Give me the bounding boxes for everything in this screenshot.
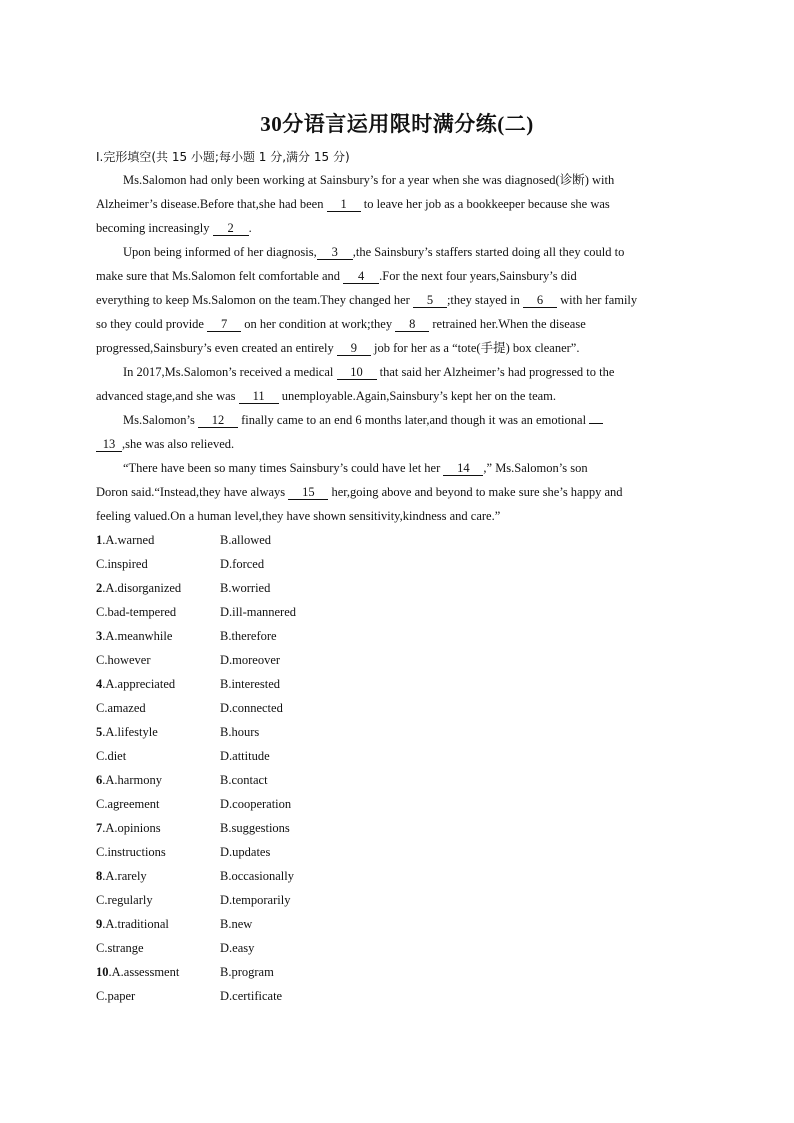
blank-14: 14 [443, 461, 483, 476]
option-text: .A.appreciated [102, 677, 176, 691]
passage-text: make sure that Ms.Salomon felt comfortable and [96, 269, 344, 283]
option-d: D.ill-mannered [220, 605, 297, 619]
passage-line [96, 432, 696, 456]
option-c: C.bad-tempered [96, 605, 177, 619]
passage-line [96, 192, 696, 216]
cloze-passage [96, 168, 696, 528]
option-a [96, 960, 179, 984]
passage-text: Alzheimer’s disease.Before that,she had been [96, 197, 327, 211]
option-row [96, 984, 496, 1008]
passage-text: everything to keep Ms.Salomon on the team.They changed her [96, 293, 413, 307]
option-a [96, 576, 181, 600]
blank-3: 3 [317, 245, 353, 260]
option-a [96, 864, 147, 888]
option-c: C.amazed [96, 701, 146, 715]
page-title: 30分语言运用限时满分练(二) [260, 112, 534, 136]
option-a [96, 912, 169, 936]
option-row [96, 840, 496, 864]
option-c: C.paper [96, 989, 136, 1003]
passage-text: to leave her job as a bookkeeper because she was [360, 197, 610, 211]
option-b: B.program [220, 965, 274, 979]
passage-text: ,the Sainsbury’s staffers started doing all they could to [352, 245, 625, 259]
option-row [96, 624, 496, 648]
option-d: D.easy [220, 941, 255, 955]
question-number: 8 [96, 869, 103, 883]
option-row [96, 936, 496, 960]
blank-13-lead [589, 423, 603, 424]
passage-text: feeling valued.On a human level,they have shown sensitivity,kindness and care.” [96, 509, 501, 523]
option-row [96, 864, 496, 888]
question-number: 4 [96, 677, 103, 691]
option-text: .A.warned [102, 533, 155, 547]
option-row [96, 768, 496, 792]
question-number: 2 [96, 581, 103, 595]
passage-text: her,going above and beyond to make sure she’s happy and [328, 485, 623, 499]
option-row [96, 792, 496, 816]
passage-line [96, 312, 696, 336]
passage-line [96, 336, 696, 360]
blank-1: 1 [327, 197, 361, 212]
passage-line [96, 504, 696, 528]
option-a [96, 624, 172, 648]
question-number: 1 [96, 533, 103, 547]
passage-text: progressed,Sainsbury’s even created an entirely [96, 341, 337, 355]
passage-line [96, 360, 696, 384]
question-number: 7 [96, 821, 103, 835]
option-row [96, 888, 496, 912]
passage-text: with her family [556, 293, 638, 307]
passage-line [96, 288, 696, 312]
passage-text: advanced stage,and she was [96, 389, 239, 403]
blank-12: 12 [198, 413, 238, 428]
option-row [96, 552, 496, 576]
answer-options [96, 528, 496, 1008]
passage-text: so they could provide [96, 317, 208, 331]
option-b: B.interested [220, 677, 281, 691]
passage-text: finally came to an end 6 months later,and though it was an emotional [238, 413, 590, 427]
blank-4: 4 [343, 269, 379, 284]
question-number: 3 [96, 629, 103, 643]
option-row [96, 600, 496, 624]
option-c: C.regularly [96, 893, 153, 907]
option-c: C.however [96, 653, 151, 667]
passage-text: “There have been so many times Sainsbury’s could have let her [123, 461, 444, 475]
passage-line [96, 240, 696, 264]
option-b: B.new [220, 917, 253, 931]
option-d: D.attitude [220, 749, 270, 763]
option-d: D.temporarily [220, 893, 291, 907]
blank-15: 15 [288, 485, 328, 500]
option-d: D.certificate [220, 989, 283, 1003]
option-text: .A.lifestyle [102, 725, 158, 739]
passage-text: ,she was also relieved. [122, 437, 235, 451]
blank-10: 10 [337, 365, 377, 380]
passage-text: ;they stayed in [446, 293, 523, 307]
option-b: B.contact [220, 773, 268, 787]
option-row [96, 528, 496, 552]
passage-text: Upon being informed of her diagnosis, [123, 245, 317, 259]
passage-text: Doron said.“Instead,they have always [96, 485, 289, 499]
question-number: 10 [96, 965, 109, 979]
option-row [96, 912, 496, 936]
question-number: 5 [96, 725, 103, 739]
option-c: C.inspired [96, 557, 148, 571]
passage-line [96, 408, 696, 432]
blank-7: 7 [207, 317, 241, 332]
blank-5: 5 [413, 293, 447, 308]
option-c: C.diet [96, 749, 127, 763]
option-b: B.suggestions [220, 821, 290, 835]
option-text: .A.traditional [102, 917, 169, 931]
option-text: .A.meanwhile [102, 629, 173, 643]
passage-line [96, 216, 696, 240]
passage-text: .For the next four years,Sainsbury’s did [379, 269, 577, 283]
question-number: 9 [96, 917, 103, 931]
option-row [96, 960, 496, 984]
passage-text: job for her as a “tote(手提) box cleaner”. [370, 341, 580, 355]
passage-text: In 2017,Ms.Salomon’s received a medical [123, 365, 337, 379]
blank-11: 11 [239, 389, 279, 404]
passage-text: unemployable.Again,Sainsbury’s kept her on the team. [278, 389, 557, 403]
option-text: .A.harmony [102, 773, 162, 787]
passage-text: on her condition at work;they [241, 317, 396, 331]
section-heading: Ⅰ.完形填空(共 15 小题;每小题 1 分,满分 15 分) [96, 150, 350, 164]
passage-text: retrained her.When the disease [429, 317, 586, 331]
blank-13: 13 [96, 437, 122, 452]
passage-text: . [248, 221, 252, 235]
blank-2: 2 [213, 221, 249, 236]
blank-8: 8 [395, 317, 429, 332]
passage-line [96, 384, 696, 408]
option-a [96, 720, 158, 744]
option-a [96, 672, 175, 696]
option-b: B.hours [220, 725, 260, 739]
option-d: D.cooperation [220, 797, 292, 811]
question-number: 6 [96, 773, 103, 787]
passage-text: Ms.Salomon had only been working at Sainsbury’s for a year when she was diagnosed(诊断) with [123, 173, 615, 187]
option-row [96, 648, 496, 672]
option-d: D.forced [220, 557, 265, 571]
option-row [96, 816, 496, 840]
option-d: D.moreover [220, 653, 281, 667]
option-b: B.worried [220, 581, 271, 595]
option-a [96, 768, 162, 792]
option-row [96, 672, 496, 696]
option-b: B.allowed [220, 533, 272, 547]
option-text: .A.disorganized [102, 581, 182, 595]
option-b: B.occasionally [220, 869, 294, 883]
option-b: B.therefore [220, 629, 277, 643]
option-a [96, 528, 154, 552]
passage-text: that said her Alzheimer’s had progressed to the [376, 365, 615, 379]
option-row [96, 720, 496, 744]
option-d: D.updates [220, 845, 271, 859]
passage-text: Ms.Salomon’s [123, 413, 199, 427]
option-row [96, 696, 496, 720]
option-c: C.agreement [96, 797, 160, 811]
option-c: C.strange [96, 941, 144, 955]
blank-6: 6 [523, 293, 557, 308]
option-c: C.instructions [96, 845, 166, 859]
option-row [96, 576, 496, 600]
option-text: .A.opinions [102, 821, 161, 835]
option-text: .A.rarely [102, 869, 147, 883]
blank-9: 9 [337, 341, 371, 356]
option-text: .A.assessment [108, 965, 180, 979]
passage-line [96, 456, 696, 480]
option-d: D.connected [220, 701, 283, 715]
option-a [96, 816, 161, 840]
option-row [96, 744, 496, 768]
passage-line [96, 264, 696, 288]
passage-text: ,” Ms.Salomon’s son [483, 461, 588, 475]
passage-line [96, 168, 696, 192]
passage-text: becoming increasingly [96, 221, 213, 235]
passage-line [96, 480, 696, 504]
